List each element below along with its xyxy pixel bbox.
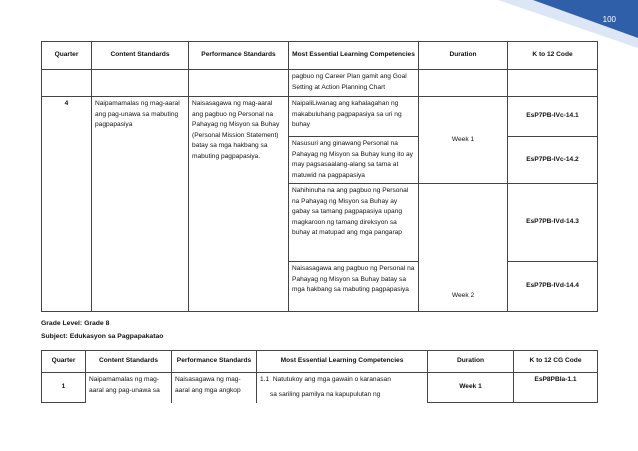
page-number: 100 bbox=[602, 15, 616, 24]
header-duration: Duration bbox=[428, 351, 514, 373]
cell-empty bbox=[189, 70, 289, 97]
header-code: K to 12 CG Code bbox=[514, 351, 598, 373]
cell-empty bbox=[508, 70, 598, 97]
cell-competency: Naisasagawa ang pagbuo ng Personal na Pahayag ng Misyon sa Buhay batay sa mga hakbang sa mabuting pagpapasiya bbox=[289, 262, 419, 312]
header-duration: Duration bbox=[419, 42, 508, 70]
cell-code: EsP7PB-IVd-14.3 bbox=[508, 184, 598, 262]
cell-duration: Week 1 bbox=[419, 97, 508, 184]
header-competencies: Most Essential Learning Competencies bbox=[289, 42, 419, 70]
header-competencies: Most Essential Learning Competencies bbox=[257, 351, 428, 373]
header-code: K to 12 Code bbox=[508, 42, 598, 70]
curriculum-table-1 bbox=[41, 41, 598, 312]
cell-quarter: 4 bbox=[42, 97, 92, 312]
header-performance-standards: Performance Standards bbox=[189, 42, 289, 70]
cell-empty bbox=[419, 70, 508, 97]
cell-performance-standard: Naisasagawa ng mag-aaral ang pagbuo ng Personal na Pahayag ng Misyon sa Buhay (Personal Mission Statement) batay sa mga hakbang sa mabuting pagpapasiya. bbox=[189, 97, 289, 312]
cell-competency bbox=[257, 373, 428, 403]
competency-number: 1.1 bbox=[260, 376, 270, 383]
header-content-standards: Content Standards bbox=[86, 351, 172, 373]
header-quarter: Quarter bbox=[42, 42, 92, 70]
cell-empty bbox=[92, 70, 189, 97]
subject: Subject: Edukasyon sa Pagpapakatao bbox=[41, 333, 164, 340]
cell-content-standard: Naipamamalas ng mag-aaral ang pag-unawa sa bbox=[86, 373, 172, 403]
cell-content-standard: Naipamamalas ng mag-aaral ang pag-unawa sa mabuting pagpapasiya bbox=[92, 97, 189, 312]
cell-competency-continued: pagbuo ng Career Plan gamit ang Goal Setting at Action Planning Chart bbox=[289, 70, 419, 97]
cell-code: EsP7PB-IVd-14.4 bbox=[508, 262, 598, 312]
cell-competency: NaipaliLiwanag ang kahalagahan ng makabuluhang pagpapasiya sa uri ng buhay bbox=[289, 97, 419, 137]
curriculum-table-2 bbox=[41, 350, 598, 403]
header-row bbox=[42, 351, 598, 373]
cell-duration: Week 2 bbox=[419, 184, 508, 312]
header-row bbox=[42, 42, 598, 70]
table-row bbox=[42, 97, 598, 137]
competency-line-1 bbox=[260, 375, 424, 386]
cell-empty bbox=[42, 70, 92, 97]
competency-text: Natutukoy ang mga gawain o karanasan bbox=[272, 376, 391, 383]
header-content-standards: Content Standards bbox=[92, 42, 189, 70]
cell-competency: Nahihinuha na ang pagbuo ng Personal na Pahayag ng Misyon sa Buhay ay gabay sa tamang pagpapasiya upang magkaroon ng tamang direksyon sa buhay at matupad ang mga pangarap bbox=[289, 184, 419, 262]
cell-competency: Nasusuri ang ginawang Personal na Pahayag ng Misyon sa Buhay kung ito ay may pagsasaalang-alang sa tama at matuwid na pagpapasiya bbox=[289, 137, 419, 184]
cell-quarter: 1 bbox=[42, 373, 86, 403]
table-row bbox=[42, 373, 598, 403]
table-row bbox=[42, 70, 598, 97]
grade-level: Grade Level: Grade 8 bbox=[41, 320, 110, 327]
competency-line-2: sa sariling pamilya na kapupulutan ng bbox=[270, 390, 381, 398]
header-quarter: Quarter bbox=[42, 351, 86, 373]
cell-performance-standard: Naisasagawa ng mag-aaral ang mga angkop bbox=[172, 373, 257, 403]
cell-code: EsP7PB-IVc-14.1 bbox=[508, 97, 598, 137]
cell-duration: Week 1 bbox=[428, 373, 514, 403]
cell-code: EsP7PB-IVc-14.2 bbox=[508, 137, 598, 184]
cell-code: EsP8PBIa-1.1 bbox=[514, 373, 598, 403]
header-performance-standards: Performance Standards bbox=[172, 351, 257, 373]
